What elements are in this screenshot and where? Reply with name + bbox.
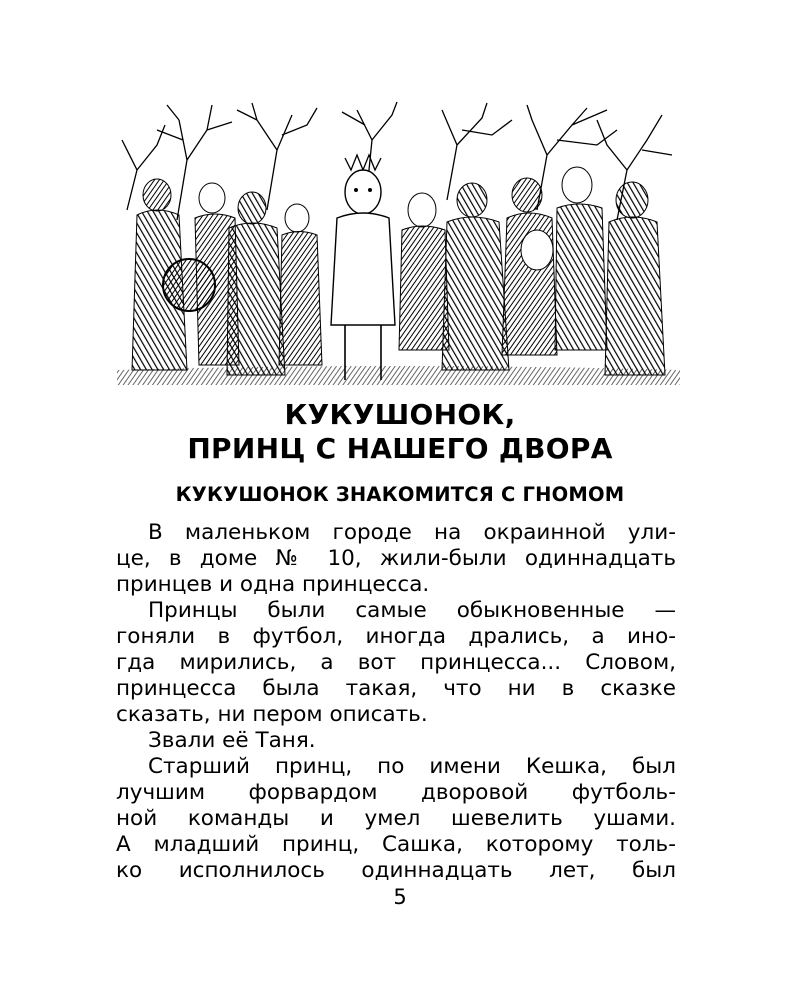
text-line: А младший принц, Сашка, которому толь- xyxy=(116,832,676,857)
chapter-title-line2: ПРИНЦ С НАШЕГО ДВОРА xyxy=(187,432,613,465)
text-line: ной команды и умел шевелить ушами. xyxy=(116,806,676,831)
text-line: принцесса была такая, что ни в сказке xyxy=(116,676,676,701)
text-line: ко исполнилось одиннадцать лет, был xyxy=(116,858,676,883)
text-line: принцев и одна принцесса. xyxy=(116,572,430,597)
text-line: лучшим форвардом дворовой футболь- xyxy=(116,780,676,805)
text-line: гоняли в футбол, иногда дрались, а ино- xyxy=(116,624,676,649)
text-line: Старший принц, по имени Кешка, был xyxy=(148,754,676,779)
text-line: сказать, ни пером описать. xyxy=(116,702,428,727)
text-line: Принцы были самые обыкновенные — xyxy=(148,598,676,623)
text-line: Звали её Таня. xyxy=(148,728,316,753)
text-line: В маленьком городе на окраинной ули- xyxy=(148,520,676,545)
section-subtitle: КУКУШОНОК ЗНАКОМИТСЯ С ГНОМОМ xyxy=(175,483,625,506)
chapter-title-line1: КУКУШОНОК, xyxy=(284,398,516,431)
text-line: гда мирились, а вот принцесса... Словом, xyxy=(116,650,676,675)
children-in-courtyard-illustration xyxy=(117,100,680,385)
chapter-title xyxy=(0,398,800,466)
body-text xyxy=(116,520,676,884)
page-number: 5 xyxy=(393,885,407,909)
text-line: це, в доме № 10, жили-были одиннадцать xyxy=(116,546,676,571)
